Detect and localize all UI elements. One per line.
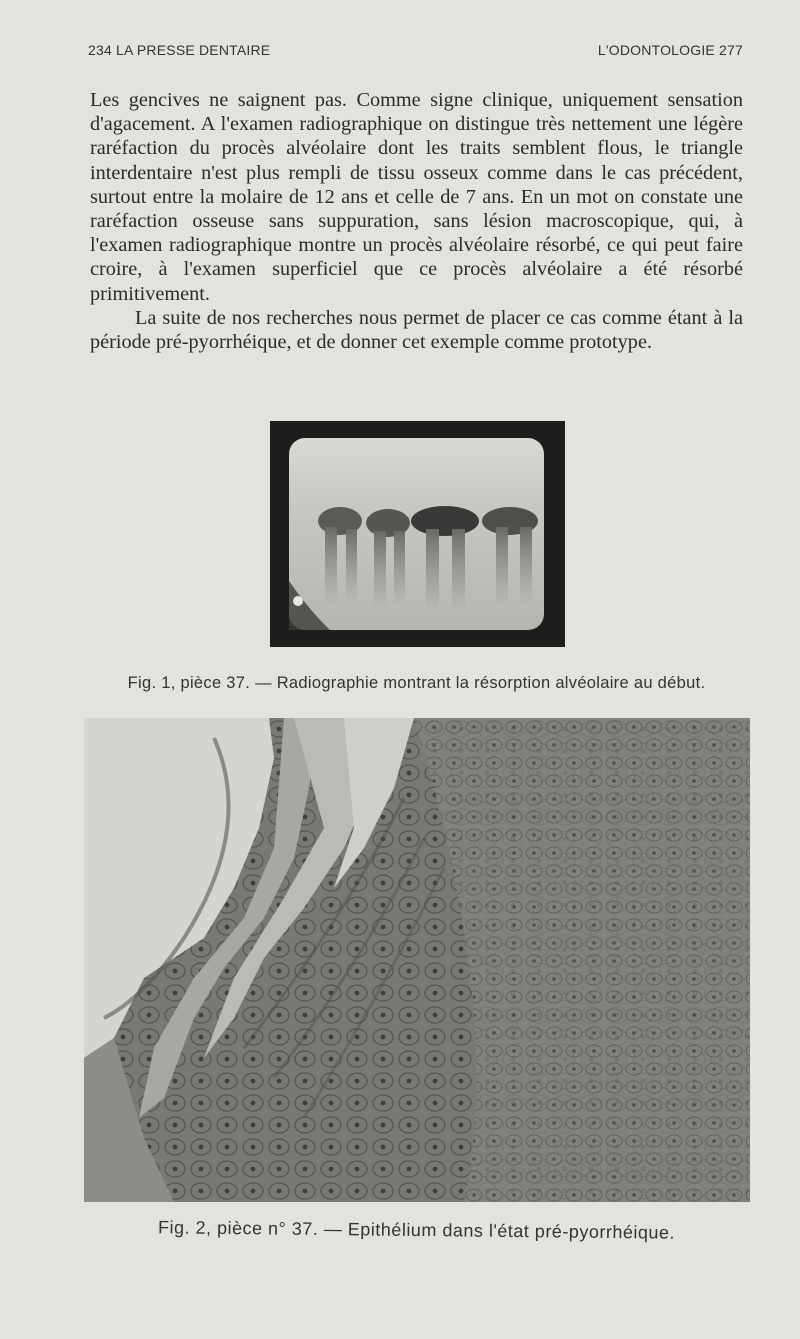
figure-2-caption: Fig. 2, pièce n° 37. — Epithélium dans l'état pré-pyorrhéique. xyxy=(157,1217,676,1243)
running-header xyxy=(88,42,743,62)
paragraph-1: Les gencives ne saignent pas. Comme signe clinique, uniquement sensation d'agacement. A l'examen radiographique on distingue très nettement une légère raréfaction du procès alvéolaire dont les traits semblent flous, le triangle interdentaire n'est plus rempli de tissu osseux comme dans le cas précédent, surtout entre la molaire de 12 ans et celle de 7 ans. En un mot on constate une raréfaction osseuse sans suppuration, sans lésion macroscopique, qui, à l'examen radiographique montre un procès alvéolaire résorbé, ce qui peut faire croire, à l'examen superficiel que ce procès alvéolaire a été résorbé primitivement. xyxy=(90,89,743,305)
figure-1-caption: Fig. 1, pièce 37. — Radiographie montrant la résorption alvéolaire au début. xyxy=(127,674,706,692)
header-journal-right: L'ODONTOLOGIE 277 xyxy=(597,42,743,58)
micrograph-image xyxy=(84,718,750,1202)
figure-2-micrograph xyxy=(84,718,750,1202)
figure-1-radiograph xyxy=(270,421,565,647)
body-text xyxy=(90,88,743,354)
header-journal-left: 234 LA PRESSE DENTAIRE xyxy=(88,42,271,58)
paragraph-2: La suite de nos recherches nous permet de placer ce cas comme étant à la période pré-pyorrhéique, et de donner cet exemple comme prototype. xyxy=(90,306,743,354)
radiograph-image xyxy=(270,421,565,647)
